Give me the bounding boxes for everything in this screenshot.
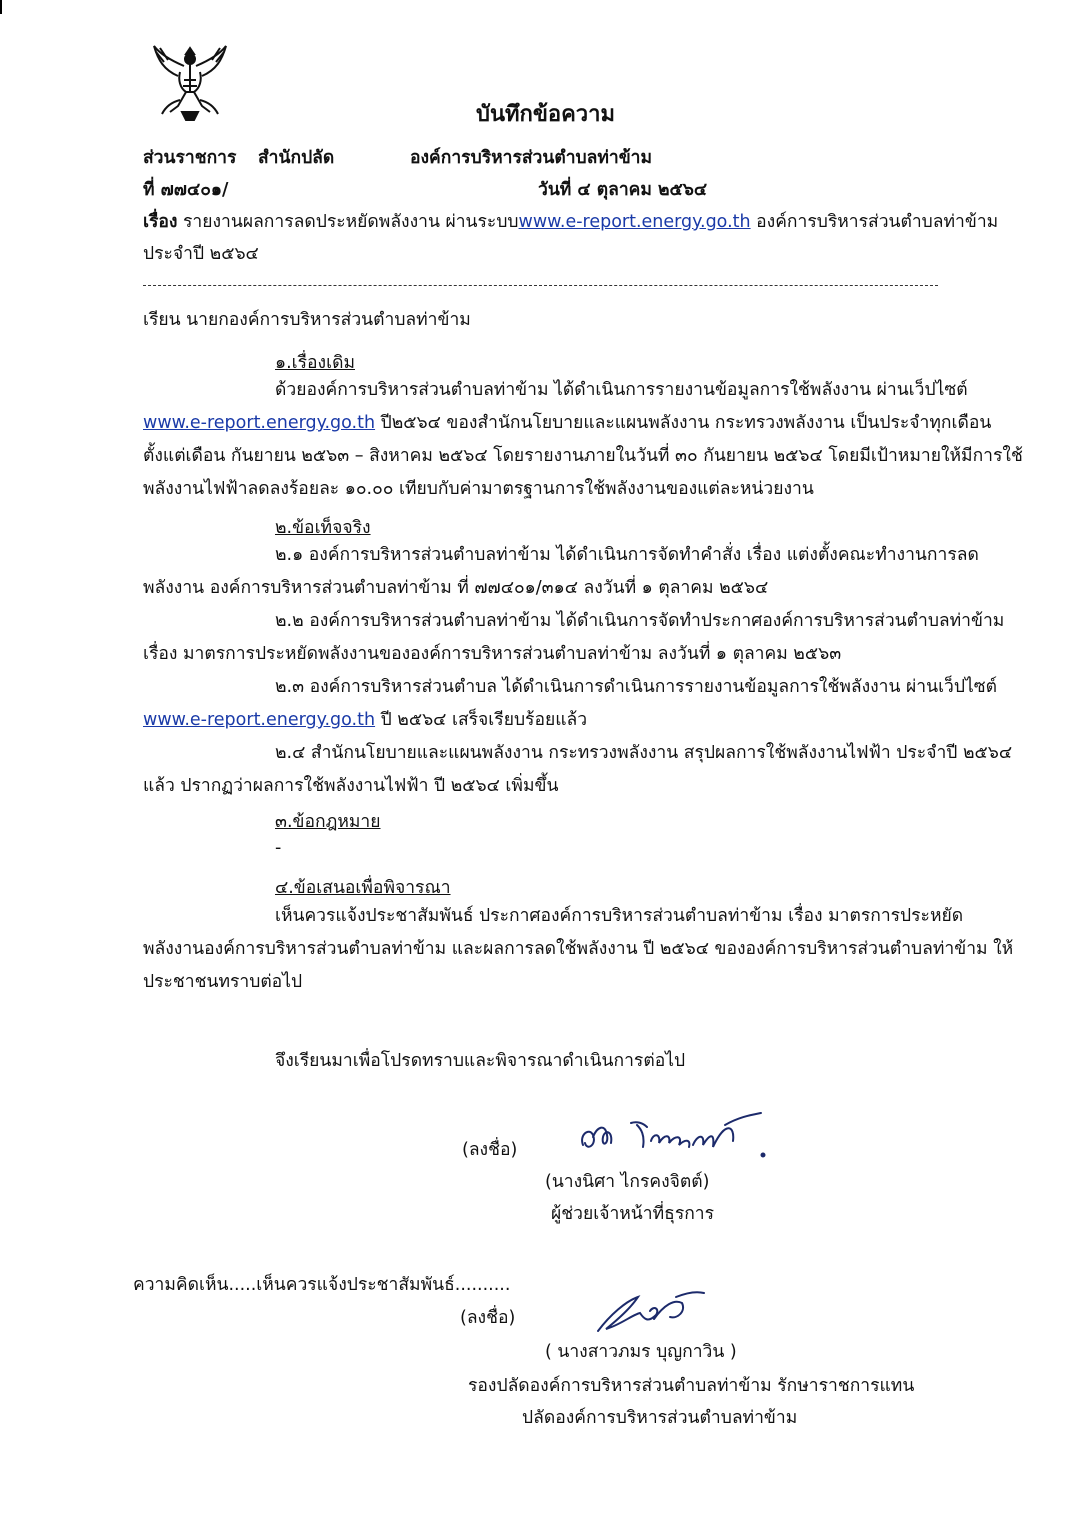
subject-link[interactable]: www.e-report.energy.go.th [518, 212, 751, 232]
header-divider [143, 285, 938, 286]
page-edge-mark [0, 0, 2, 14]
section1-text-a: ด้วยองค์การบริหารส่วนตำบลท่าข้าม ได้ดำเนินการรายงานข้อมูลการใช้พลังงาน ผ่านเว็ปไซต์ [275, 380, 968, 400]
section2-heading: ๒.ข้อเท็จจริง [275, 518, 371, 538]
section2-item-3 [143, 671, 1023, 737]
signer2-sign-label: (ลงชื่อ) [460, 1308, 516, 1328]
subject-rest: องค์การบริหารส่วนตำบลท่าข้าม [750, 212, 999, 232]
signer1-signature-icon [575, 1105, 770, 1165]
subject-line-2: ประจำปี ๒๕๖๔ [143, 244, 259, 264]
signer1-sign-label: (ลงชื่อ) [462, 1140, 518, 1160]
org-name: องค์การบริหารส่วนตำบลท่าข้าม [410, 148, 653, 168]
signer1-name: (นางนิศา ไกรคงจิตต์) [545, 1172, 710, 1192]
signer2-name: ( นางสาวภมร บุญกาวิน ) [545, 1342, 737, 1362]
signer1-position: ผู้ช่วยเจ้าหน้าที่ธุรการ [551, 1204, 715, 1224]
section1-body [143, 374, 1023, 506]
section1-link[interactable]: www.e-report.energy.go.th [143, 413, 376, 433]
section3-body: - [275, 838, 282, 858]
reference-number: ที่ ๗๗๔๐๑/ [143, 180, 229, 200]
section2-item-2: ๒.๒ องค์การบริหารส่วนตำบลท่าข้าม ได้ดำเนินการจัดทำประกาศองค์การบริหารส่วนตำบลท่าข้าม เรื่อง มาตรการประหยัดพลังงานขององค์การบริหารส่วนตำบลท่าข้าม ลงวันที่ ๑ ตุลาคม ๒๕๖๓ [143, 611, 1005, 664]
subject-label: เรื่อง [143, 212, 178, 232]
salutation: เรียน นายกองค์การบริหารส่วนตำบลท่าข้าม [143, 310, 471, 330]
section2-item-3-text-a: ๒.๓ องค์การบริหารส่วนตำบล ได้ดำเนินการดำเนินการรายงานข้อมูลการใช้พลังงาน ผ่านเว็ปไซต์ [275, 677, 998, 697]
dept-value: สำนักปลัด [258, 148, 335, 168]
section4-body: เห็นควรแจ้งประชาสัมพันธ์ ประกาศองค์การบริหารส่วนตำบลท่าข้าม เรื่อง มาตรการประหยัดพลังงานองค์การบริหารส่วนตำบลท่าข้าม และผลการลดใช้พลังงาน ปี ๒๕๖๔ ขององค์การบริหารส่วนตำบลท่าข้าม ให้ประชาชนทราบต่อไป [143, 906, 1014, 992]
garuda-emblem-icon [150, 40, 230, 122]
subject-line [143, 207, 998, 235]
memo-date: วันที่ ๔ ตุลาคม ๒๕๖๔ [538, 180, 708, 200]
section1-text-b: ปี๒๕๖๔ ของสำนักนโยบายและแผนพลังงาน กระทรวงพลังงาน เป็นประจำทุกเดือน ตั้งแต่เดือน กันยายน ๒๕๖๓ – สิงหาคม ๒๕๖๔ โดยรายงานภายในวันที่ ๓๐ กันยายน ๒๕๖๔ โดยมีเป้าหมายให้มีการใช้พลังงานไฟฟ้าลดลงร้อยละ ๑๐.๐๐ เทียบกับค่ามาตรฐานการใช้พลังงานของแต่ละหน่วยงาน [143, 413, 1023, 499]
section2-item-3-link[interactable]: www.e-report.energy.go.th [143, 710, 376, 730]
opinion-line: ความคิดเห็น.....เห็นควรแจ้งประชาสัมพันธ์.......... [133, 1275, 511, 1295]
closing-line: จึงเรียนมาเพื่อโปรดทราบและพิจารณาดำเนินการต่อไป [275, 1051, 686, 1071]
signer2-position-2: ปลัดองค์การบริหารส่วนตำบลท่าข้าม [522, 1408, 798, 1428]
section2-item-4: ๒.๔ สำนักนโยบายและแผนพลังงาน กระทรวงพลังงาน สรุปผลการใช้พลังงานไฟฟ้า ประจำปี ๒๕๖๔ แล้ว ปรากฏว่าผลการใช้พลังงานไฟฟ้า ปี ๒๕๖๔ เพิ่มขึ้น [143, 743, 1013, 796]
signer2-position-1: รองปลัดองค์การบริหารส่วนตำบลท่าข้าม รักษาราชการแทน [468, 1376, 915, 1396]
memo-title: บันทึกข้อความ [476, 102, 616, 127]
dept-label: ส่วนราชการ [143, 148, 237, 168]
section1-heading: ๑.เรื่องเดิม [275, 353, 355, 373]
section4-heading: ๔.ข้อเสนอเพื่อพิจารณา [275, 878, 451, 898]
section2-item-1: ๒.๑ องค์การบริหารส่วนตำบลท่าข้าม ได้ดำเนินการจัดทำคำสั่ง เรื่อง แต่งตั้งคณะทำงานการลดพลังงาน องค์การบริหารส่วนตำบลท่าข้าม ที่ ๗๗๔๐๑/๓๑๔ ลงวันที่ ๑ ตุลาคม ๒๕๖๔ [143, 545, 979, 598]
signer2-signature-icon [590, 1285, 710, 1340]
subject-text: รายงานผลการลดประหยัดพลังงาน ผ่านระบบ [183, 212, 519, 232]
section2-item-3-text-b: ปี ๒๕๖๔ เสร็จเรียบร้อยแล้ว [375, 710, 588, 730]
section3-heading: ๓.ข้อกฎหมาย [275, 812, 381, 832]
